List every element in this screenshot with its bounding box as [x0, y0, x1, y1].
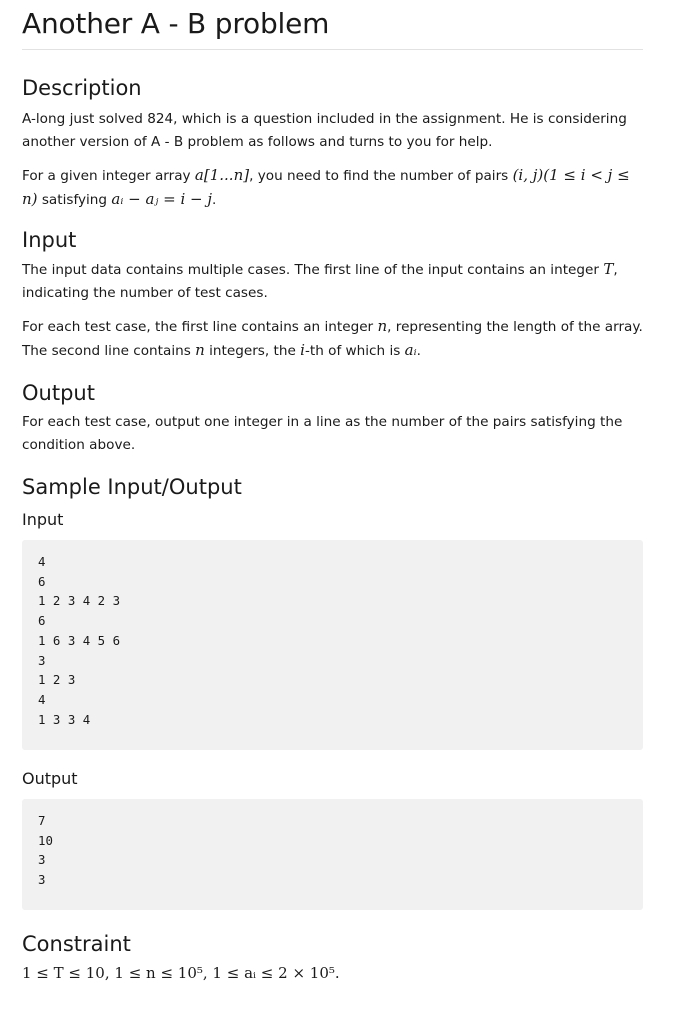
sample-output-label: Output [22, 769, 78, 788]
description-paragraph-1: A-long just solved 824, which is a question included in the assignment. He is considering another version of A - B problem as follows and turns to you for help. [22, 111, 627, 150]
description-text-1: For a given integer array [22, 168, 195, 184]
description-heading: Description [22, 76, 142, 100]
input-text-1: The input data contains multiple cases. The first line of the input contains an integer [22, 262, 604, 278]
input-text-6: -th of which is [304, 343, 405, 359]
math-var-n-2: n [195, 341, 205, 359]
description-text-2: , you need to find the number of pairs [249, 168, 513, 184]
math-n-close: n) [22, 190, 38, 208]
math-pairs: (i, j)(1 ≤ i < j ≤ [512, 166, 630, 184]
math-var-T: T [603, 260, 614, 278]
description-text-3: satisfying [37, 192, 112, 208]
sample-input-code: 4 6 1 2 3 4 2 3 6 1 6 3 4 5 6 3 1 2 3 4 1 3 3 4 [22, 540, 643, 750]
constraint-heading: Constraint [22, 932, 131, 956]
math-var-n: n [377, 317, 388, 335]
input-text-4: , representing the length of the array. The second line contains [22, 319, 643, 359]
description-text-4: . [212, 192, 217, 208]
math-var-ai: aᵢ [404, 341, 417, 359]
output-heading: Output [22, 381, 95, 405]
sample-output-code: 7 10 3 3 [22, 799, 643, 910]
math-constraint: 1 ≤ T ≤ 10, 1 ≤ n ≤ 10⁵, 1 ≤ aᵢ ≤ 2 × 10⁵. [22, 964, 340, 982]
math-condition: aᵢ − aⱼ = i − j [111, 190, 213, 208]
problem-page [22, 0, 643, 986]
sample-heading: Sample Input/Output [22, 475, 242, 499]
input-text-7: . [416, 343, 421, 359]
input-paragraph-1 [22, 258, 643, 305]
description-paragraph-2 [22, 164, 643, 212]
page-title: Another A - B problem [22, 7, 330, 40]
input-text-5: integers, the [204, 343, 301, 359]
input-paragraph-2 [22, 315, 643, 363]
output-paragraph: For each test case, output one integer in a line as the number of the pairs satisfying the condition above. [22, 414, 623, 453]
sample-input-label: Input [22, 510, 64, 529]
math-array: a[1...n] [194, 166, 250, 184]
math-var-i: i [300, 341, 305, 359]
input-text-3: For each test case, the first line contains an integer [22, 319, 378, 335]
input-heading: Input [22, 228, 77, 252]
title-divider [22, 49, 643, 50]
input-text-2: , indicating the number of test cases. [22, 262, 618, 301]
constraint-formula [22, 962, 643, 986]
